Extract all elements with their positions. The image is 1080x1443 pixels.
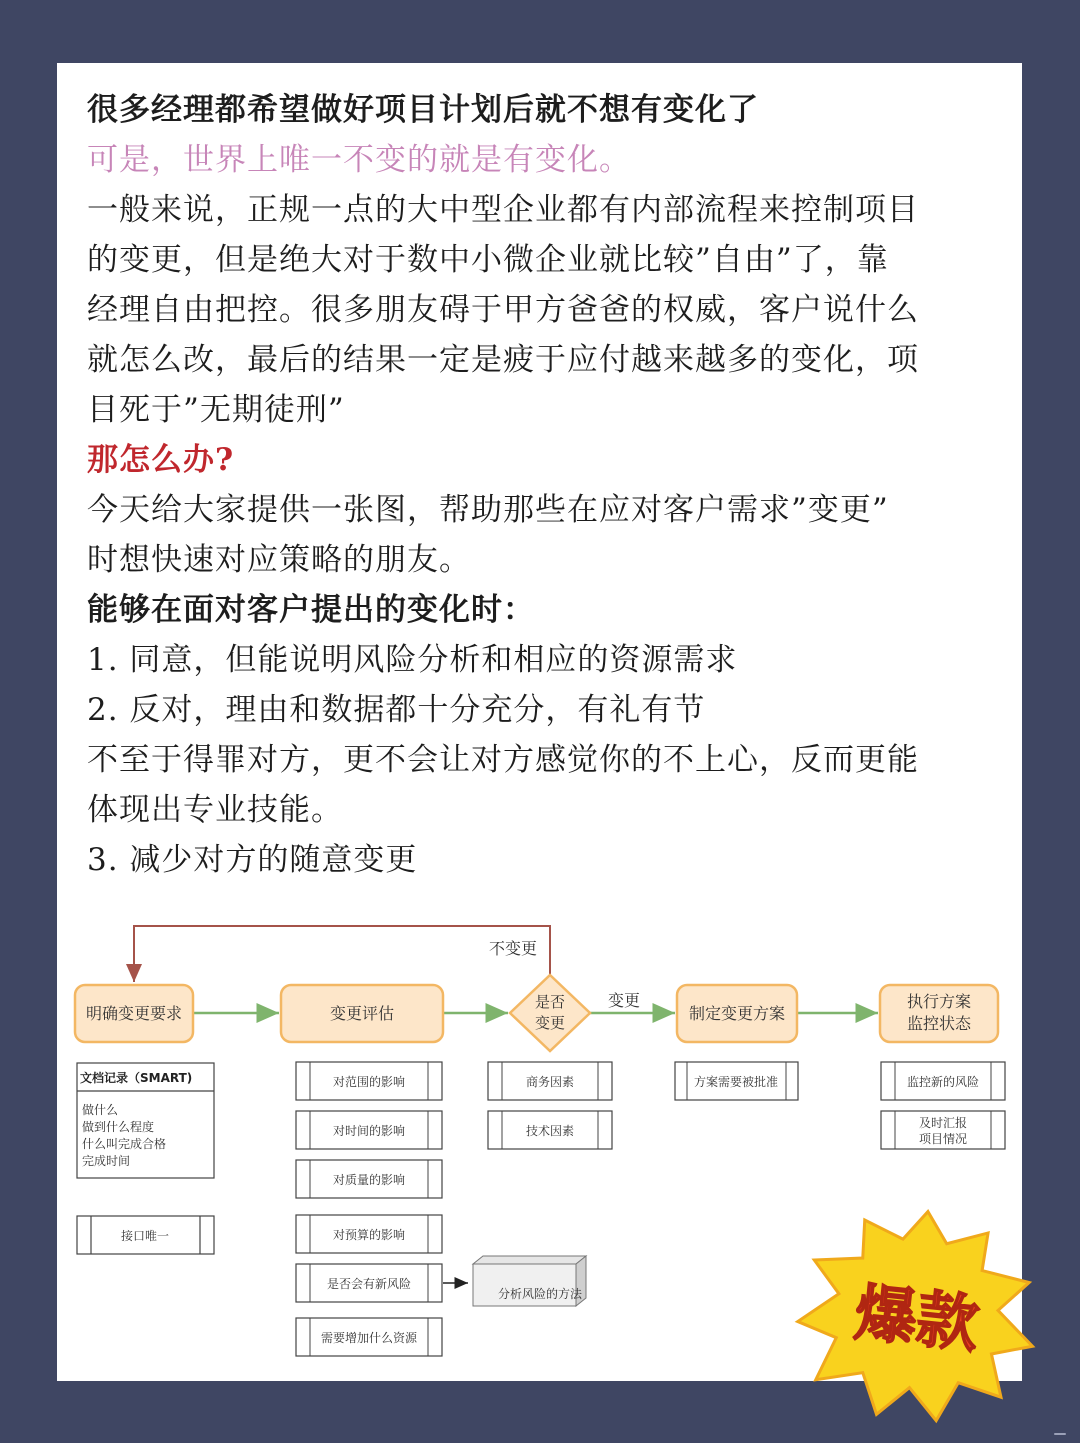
flowchart-label: 对质量的影响 — [332, 1173, 406, 1187]
impact-box — [296, 1215, 442, 1253]
flowchart-label: 制定变更方案 — [688, 1004, 786, 1023]
badge-text: 爆款 — [851, 1275, 983, 1362]
flowchart-label: 商务因素 — [525, 1075, 575, 1089]
subheading: 能够在面对客户提出的变化时： — [87, 592, 535, 628]
flowchart-label: 分析风险的方法 — [497, 1287, 583, 1301]
list-item: 2. 反对，理由和数据都十分充分，有礼有节 — [87, 692, 706, 728]
paragraph-line: 不至于得罪对方，更不会让对方感觉你的不上心，反而更能 — [87, 742, 919, 778]
impact-box — [296, 1160, 442, 1198]
heading: 很多经理都希望做好项目计划后就不想有变化了 — [87, 92, 759, 128]
no-change-label: 不变更 — [488, 939, 538, 958]
flowchart-label: 是否会有新风险 — [326, 1277, 412, 1291]
paragraph-line: 一般来说，正规一点的大中型企业都有内部流程来控制项目 — [87, 192, 919, 228]
flowchart-label: 接口唯一 — [120, 1229, 170, 1243]
paragraph-line: 经理自由把控。很多朋友碍于甲方爸爸的权威，客户说什么 — [87, 292, 919, 328]
flowchart-label: 项目情况 — [918, 1132, 968, 1146]
highlight-quote: 可是，世界上唯一不变的就是有变化。 — [87, 142, 631, 178]
paragraph-line: 时想快速对应策略的朋友。 — [87, 542, 471, 578]
paragraph-line: 的变更，但是绝大对于数中小微企业就比较”自由”了，靠 — [87, 242, 889, 278]
flowchart-label: 明确变更要求 — [85, 1004, 183, 1023]
flowchart-label: 执行方案 — [906, 992, 972, 1011]
impact-box — [296, 1062, 442, 1100]
hot-badge — [789, 1199, 1045, 1430]
paragraph-line: 就怎么改，最后的结果一定是疲于应付越来越多的变化，项 — [87, 342, 919, 378]
flowchart-label: 方案需要被批准 — [693, 1075, 779, 1089]
paragraph-line: 今天给大家提供一张图，帮助那些在应对客户需求”变更” — [87, 492, 889, 528]
impact-box — [296, 1111, 442, 1149]
step-clarify-requirements — [75, 985, 193, 1042]
flowchart-label: 什么叫完成合格 — [82, 1137, 167, 1151]
doc-record-box — [77, 1063, 214, 1178]
step-make-change-plan — [677, 985, 797, 1042]
flowchart-label: 需要增加什么资源 — [320, 1331, 418, 1345]
flowchart-label: 变更评估 — [329, 1004, 395, 1023]
question-heading: 那怎么办? — [87, 442, 235, 478]
impact-list — [296, 1062, 442, 1356]
flowchart-label: 对时间的影响 — [332, 1124, 406, 1138]
flowchart-label: 完成时间 — [82, 1154, 131, 1168]
step-change-evaluation — [281, 985, 443, 1042]
paragraph-line: 目死于”无期徒刑” — [87, 392, 345, 428]
list-item: 1. 同意，但能说明风险分析和相应的资源需求 — [87, 642, 738, 678]
paragraph-line: 体现出专业技能。 — [87, 792, 343, 828]
impact-box — [296, 1318, 442, 1356]
factor-box — [488, 1111, 612, 1149]
list-item: 3. 减少对方的随意变更 — [87, 842, 418, 878]
flowchart-label: 技术因素 — [525, 1124, 575, 1138]
no-change-loop-arrow — [134, 926, 550, 982]
approval-box — [675, 1062, 798, 1100]
flowchart-label: 变更 — [534, 1014, 566, 1032]
flowchart-label: 做到什么程度 — [82, 1120, 155, 1134]
monitor-risk-box — [881, 1062, 1005, 1100]
report-status-box — [881, 1111, 1005, 1149]
flowchart-label: 对预算的影响 — [332, 1228, 406, 1242]
step-execute-and-monitor — [880, 985, 998, 1042]
decision-change-or-not — [510, 975, 590, 1051]
flowchart-label: 文档记录（SMART) — [80, 1071, 193, 1085]
flowchart-label: 做什么 — [82, 1103, 119, 1117]
flowchart-label: 监控新的风险 — [906, 1075, 980, 1089]
interface-unique-box — [77, 1216, 214, 1254]
risk-method-box — [473, 1256, 586, 1306]
change-label: 变更 — [607, 991, 641, 1010]
flowchart-label: 对范围的影响 — [332, 1075, 406, 1089]
factor-box — [488, 1062, 612, 1100]
flowchart-label: 及时汇报 — [918, 1116, 968, 1130]
impact-box — [296, 1264, 442, 1302]
flowchart-label: 是否 — [534, 993, 566, 1011]
watermark — [1054, 1433, 1066, 1435]
flowchart-label: 监控状态 — [906, 1014, 972, 1033]
